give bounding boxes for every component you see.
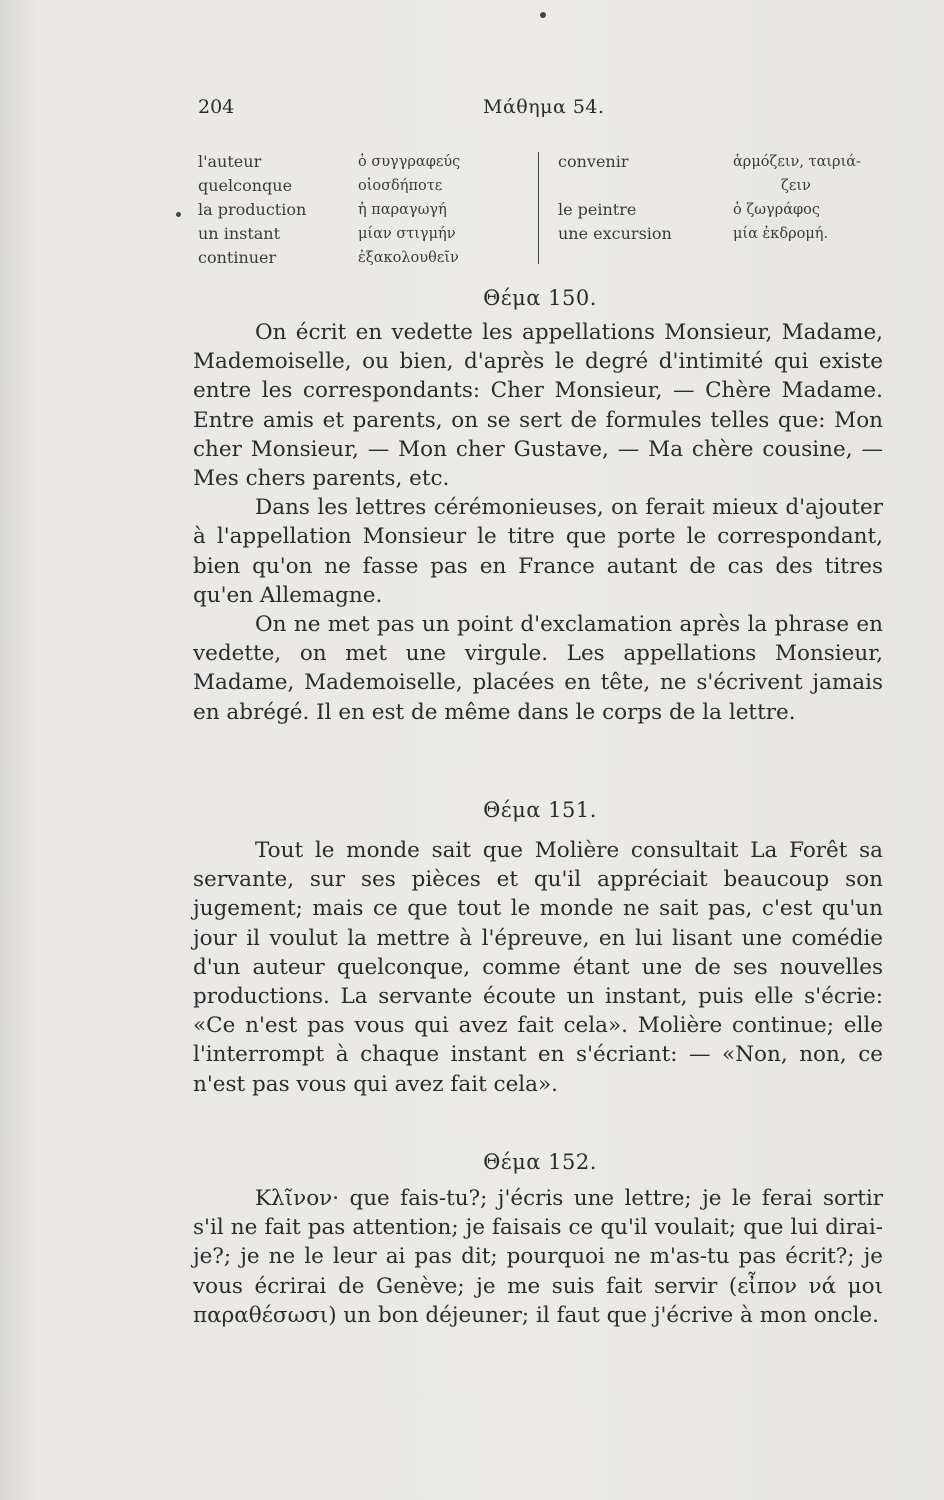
section-title-150: Θέμα 150. [483, 286, 597, 310]
vocab-greek-right-column [733, 150, 893, 246]
paragraph: Tout le monde sait que Molière consultait La Forêt sa servante, sur ses pièces et qu'il appréciait beaucoup son jugement; mais ce que tout le monde ne sait pas, c'est qu'un jour il voulut la mettre à l'épreuve, en lui lisant une comédie d'un auteur quelconque, comme étant une de ses nouvelles productions. La servante écoute un instant, puis elle s'écrie: «Ce n'est pas vous qui avez fait cela». Molière continue; elle l'interrompt à chaque instant en s'écriant: — «Non, non, ce n'est pas vous qui avez fait cela». [193, 838, 883, 1097]
vocab-translation: ἐξακολουθεῖν [358, 250, 459, 266]
print-speck [540, 12, 546, 18]
vocab-entry: quelconque [198, 176, 293, 195]
page-header [198, 96, 882, 126]
running-title: Μάθημα 54. [483, 96, 605, 118]
vocab-translation: ὁ ζωγράφος [733, 202, 821, 218]
print-speck [176, 212, 181, 217]
vocab-french-right-column [558, 150, 738, 246]
vocabulary-table [198, 150, 882, 268]
vocab-translation: μία ἐκδρομή. [733, 226, 829, 242]
section-body-151 [193, 836, 883, 1099]
vocab-french-left-column [198, 150, 348, 270]
section-title-151: Θέμα 151. [483, 798, 597, 822]
vocab-entry [558, 174, 738, 198]
vocab-entry: la production [198, 200, 307, 219]
section-body-152 [193, 1184, 883, 1330]
vocab-translation: ἡ παραγωγή [358, 202, 447, 218]
vocab-entry: un instant [198, 224, 281, 243]
vocab-translation: οἱοσδήποτε [358, 178, 443, 194]
paragraph: On ne met pas un point d'exclamation après la phrase en vedette, on met une virgule. Les appellations Monsieur, Madame, Mademoiselle, placées en tête, ne s'écrivent jamais en abrégé. Il en est de même dans le corps de la lettre. [193, 612, 883, 725]
vocab-translation: μίαν στιγμήν [358, 226, 456, 242]
vocab-greek-left-column [358, 150, 528, 270]
section-body-150 [193, 318, 883, 727]
paragraph: Dans les lettres cérémonieuses, on ferait mieux d'ajouter à l'appellation Monsieur le titre que porte le correspondant, bien qu'on ne fasse pas en France autant de cas des titres qu'en Allemagne. [193, 495, 883, 608]
paragraph: Κλῖνον· que fais-tu?; j'écris une lettre; je le ferai sortir s'il ne fait pas attention; je faisais ce qu'il voulait; que lui dirai-je?; je ne le leur ai pas dit; pourquoi ne m'as-tu pas écrit?; je vous écrirai de Genève; je me suis fait servir (εἶπον νά μοι παραθέσωσι) un bon déjeuner; il faut que j'écrive à mon oncle. [193, 1186, 883, 1328]
vocab-entry: l'auteur [198, 152, 262, 171]
vocab-translation: ὁ συγγραφεύς [358, 154, 461, 170]
vocab-entry: convenir [558, 152, 629, 171]
vocab-translation: ἁρμόζειν, ταιριά- [733, 154, 861, 170]
section-title-152: Θέμα 152. [483, 1150, 597, 1174]
paragraph: On écrit en vedette les appellations Monsieur, Madame, Mademoiselle, ou bien, d'après le degré d'intimité qui existe entre les correspondants: Cher Monsieur, — Chère Madame. Entre amis et parents, on se sert de formules telles que: Mon cher Monsieur, — Mon cher Gustave, — Ma chère cousine, — Mes chers parents, etc. [193, 320, 883, 492]
vocab-translation: ζειν [781, 178, 811, 194]
vocab-entry: une excursion [558, 224, 672, 243]
vocab-column-divider [538, 152, 539, 264]
page-number: 204 [198, 96, 235, 118]
vocab-entry: le peintre [558, 200, 637, 219]
vocab-entry: continuer [198, 248, 277, 267]
